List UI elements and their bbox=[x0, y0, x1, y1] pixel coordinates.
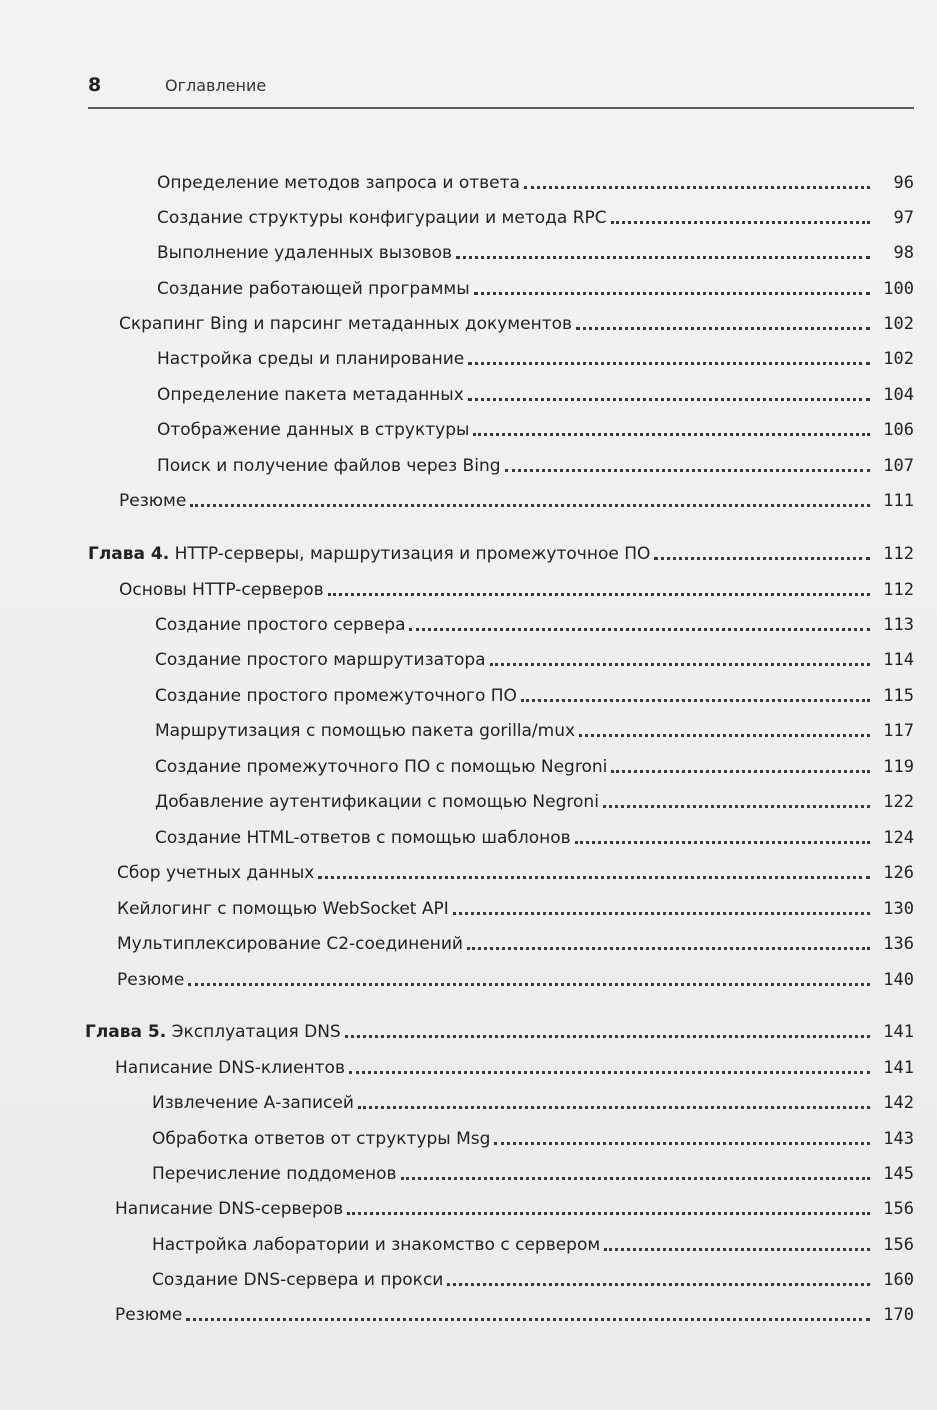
dot-leader bbox=[447, 1283, 870, 1286]
toc-entry-page: 114 bbox=[883, 650, 914, 670]
toc-entry-title: Резюме bbox=[117, 970, 185, 990]
dot-leader bbox=[186, 1318, 870, 1321]
toc-entry-title: Создание структуры конфигурации и метода RPC bbox=[157, 208, 607, 228]
toc-entry-page: 106 bbox=[883, 420, 914, 440]
toc-entry-title: Маршрутизация с помощью пакета gorilla/mux bbox=[155, 721, 576, 741]
toc-entry-title: Поиск и получение файлов через Bing bbox=[157, 456, 501, 476]
toc-entry-title: Резюме bbox=[119, 491, 187, 511]
toc-entry-page: 170 bbox=[883, 1305, 914, 1325]
toc-entry bbox=[119, 575, 914, 601]
toc-entry-page: 122 bbox=[883, 792, 914, 812]
dot-leader bbox=[494, 1142, 870, 1145]
toc-entry bbox=[155, 681, 914, 707]
toc-entry-title: Определение пакета метаданных bbox=[157, 385, 464, 405]
dot-leader bbox=[456, 256, 870, 259]
dot-leader bbox=[409, 628, 870, 631]
dot-leader bbox=[576, 327, 870, 330]
toc-entry-page: 140 bbox=[883, 970, 914, 990]
toc-entry-page: 136 bbox=[883, 934, 914, 954]
dot-leader bbox=[328, 593, 870, 596]
toc-entry-page: 141 bbox=[883, 1022, 914, 1042]
toc-entry bbox=[157, 203, 914, 229]
toc-entry-page: 143 bbox=[883, 1129, 914, 1149]
toc-entry-title: Создание DNS-сервера и прокси bbox=[152, 1270, 444, 1290]
toc-entry-title: Обработка ответов от структуры Msg bbox=[152, 1129, 491, 1149]
toc-entry-title bbox=[85, 1021, 345, 1043]
dot-leader bbox=[603, 805, 870, 808]
toc-entry-title: Отображение данных в структуры bbox=[157, 420, 470, 440]
toc-entry bbox=[155, 787, 914, 813]
toc-entry-page: 141 bbox=[883, 1058, 914, 1078]
toc-entry-title: Определение методов запроса и ответа bbox=[157, 173, 520, 193]
toc-entry-page: 117 bbox=[883, 721, 914, 741]
toc-entry-title: Написание DNS-клиентов bbox=[115, 1058, 345, 1078]
toc-entry bbox=[119, 486, 914, 512]
toc-entry-title: Создание промежуточного ПО с помощью Negroni bbox=[155, 757, 608, 777]
dot-leader bbox=[468, 398, 870, 401]
toc-entry-page: 160 bbox=[883, 1270, 914, 1290]
toc-entry bbox=[155, 752, 914, 778]
toc-entry bbox=[117, 965, 914, 991]
toc-entry-title: Настройка среды и планирование bbox=[157, 349, 465, 369]
dot-leader bbox=[190, 504, 870, 507]
dot-leader bbox=[579, 734, 870, 737]
toc-entry-page: 102 bbox=[883, 349, 914, 369]
page-header bbox=[88, 74, 914, 102]
dot-leader bbox=[318, 876, 870, 879]
toc-entry-page: 145 bbox=[883, 1164, 914, 1184]
dot-leader bbox=[347, 1212, 870, 1215]
toc-entry-title: Основы HTTP-серверов bbox=[119, 580, 324, 600]
toc-entry bbox=[152, 1265, 914, 1291]
toc-entry-page: 124 bbox=[883, 828, 914, 848]
toc-entry-title: Написание DNS-серверов bbox=[115, 1199, 344, 1219]
toc-entry bbox=[157, 415, 914, 441]
header-rule bbox=[88, 107, 914, 109]
toc-entry bbox=[157, 168, 914, 194]
dot-leader bbox=[473, 433, 870, 436]
chapter-label: Глава 5. bbox=[85, 1022, 167, 1042]
toc-entry bbox=[157, 344, 914, 370]
dot-leader bbox=[521, 699, 870, 702]
toc-entry bbox=[152, 1230, 914, 1256]
toc-entry bbox=[152, 1088, 914, 1114]
dot-leader bbox=[490, 663, 870, 666]
toc-entry-page: 102 bbox=[883, 314, 914, 334]
toc-chapter-entry bbox=[88, 539, 914, 565]
toc-entry-title: Сбор учетных данных bbox=[117, 863, 315, 883]
toc-entry bbox=[152, 1159, 914, 1185]
toc-entry bbox=[115, 1300, 914, 1326]
toc-entry-page: 98 bbox=[893, 243, 914, 263]
toc-entry bbox=[115, 1053, 914, 1079]
toc-entry bbox=[117, 929, 914, 955]
dot-leader bbox=[345, 1035, 870, 1038]
toc-entry-title: Мультиплексирование С2-соединений bbox=[117, 934, 463, 954]
dot-leader bbox=[575, 841, 870, 844]
dot-leader bbox=[611, 770, 870, 773]
dot-leader bbox=[453, 912, 870, 915]
dot-leader bbox=[401, 1177, 870, 1180]
running-title: Оглавление bbox=[165, 76, 267, 95]
dot-leader bbox=[604, 1248, 870, 1251]
toc-entry-title: Настройка лаборатории и знакомство с сервером bbox=[152, 1235, 601, 1255]
page-number: 8 bbox=[88, 74, 102, 96]
dot-leader bbox=[654, 557, 870, 560]
toc-entry-page: 100 bbox=[883, 279, 914, 299]
toc-chapter-entry bbox=[85, 1017, 914, 1043]
toc-entry-page: 104 bbox=[883, 385, 914, 405]
toc-entry-title: Кейлогинг с помощью WebSocket API bbox=[117, 899, 449, 919]
toc-entry bbox=[155, 823, 914, 849]
toc-entry bbox=[155, 716, 914, 742]
chapter-title: HTTP-серверы, маршрутизация и промежуточное ПО bbox=[174, 544, 651, 564]
toc-entry-title: Создание HTML-ответов с помощью шаблонов bbox=[155, 828, 571, 848]
toc-entry-page: 119 bbox=[883, 757, 914, 777]
toc-entry-title: Создание работающей программы bbox=[157, 279, 470, 299]
toc-entry-title: Добавление аутентификации с помощью Negroni bbox=[155, 792, 599, 812]
toc-entry-title: Скрапинг Bing и парсинг метаданных документов bbox=[119, 314, 573, 334]
toc-entry-page: 113 bbox=[883, 615, 914, 635]
toc-entry-title: Перечисление поддоменов bbox=[152, 1164, 397, 1184]
toc-entry bbox=[152, 1124, 914, 1150]
toc-entry-title: Извлечение А-записей bbox=[152, 1093, 354, 1113]
toc-entry-page: 142 bbox=[883, 1093, 914, 1113]
toc-entry bbox=[157, 451, 914, 477]
chapter-label: Глава 4. bbox=[88, 544, 170, 564]
toc-entry bbox=[117, 858, 914, 884]
toc-entry bbox=[157, 238, 914, 264]
toc-entry-page: 130 bbox=[883, 899, 914, 919]
toc-entry bbox=[119, 309, 914, 335]
toc-entry-title: Выполнение удаленных вызовов bbox=[157, 243, 453, 263]
toc-entry-page: 126 bbox=[883, 863, 914, 883]
dot-leader bbox=[505, 469, 870, 472]
toc-entry-page: 156 bbox=[883, 1235, 914, 1255]
dot-leader bbox=[358, 1106, 870, 1109]
toc-entry-page: 156 bbox=[883, 1199, 914, 1219]
toc-entry-title: Создание простого сервера bbox=[155, 615, 406, 635]
toc-entry-page: 111 bbox=[883, 491, 914, 511]
toc-entry-page: 112 bbox=[883, 580, 914, 600]
toc-entry-page: 97 bbox=[893, 208, 914, 228]
toc-entry-title bbox=[88, 543, 654, 565]
toc-entry bbox=[115, 1194, 914, 1220]
toc-entry-page: 96 bbox=[893, 173, 914, 193]
dot-leader bbox=[188, 983, 870, 986]
toc-entry bbox=[157, 274, 914, 300]
dot-leader bbox=[467, 947, 870, 950]
toc-entry-page: 112 bbox=[883, 544, 914, 564]
dot-leader bbox=[524, 186, 870, 189]
toc-entry bbox=[155, 610, 914, 636]
dot-leader bbox=[349, 1071, 870, 1074]
dot-leader bbox=[468, 362, 870, 365]
toc-entry-title: Создание простого промежуточного ПО bbox=[155, 686, 517, 706]
toc-entry-title: Создание простого маршрутизатора bbox=[155, 650, 486, 670]
toc-entry-title: Резюме bbox=[115, 1305, 183, 1325]
toc-entry bbox=[117, 894, 914, 920]
toc-entry bbox=[155, 645, 914, 671]
toc-entry-page: 115 bbox=[883, 686, 914, 706]
dot-leader bbox=[474, 292, 870, 295]
toc-entry bbox=[157, 380, 914, 406]
chapter-title: Эксплуатация DNS bbox=[171, 1022, 341, 1042]
toc-entry-page: 107 bbox=[883, 456, 914, 476]
dot-leader bbox=[611, 221, 870, 224]
